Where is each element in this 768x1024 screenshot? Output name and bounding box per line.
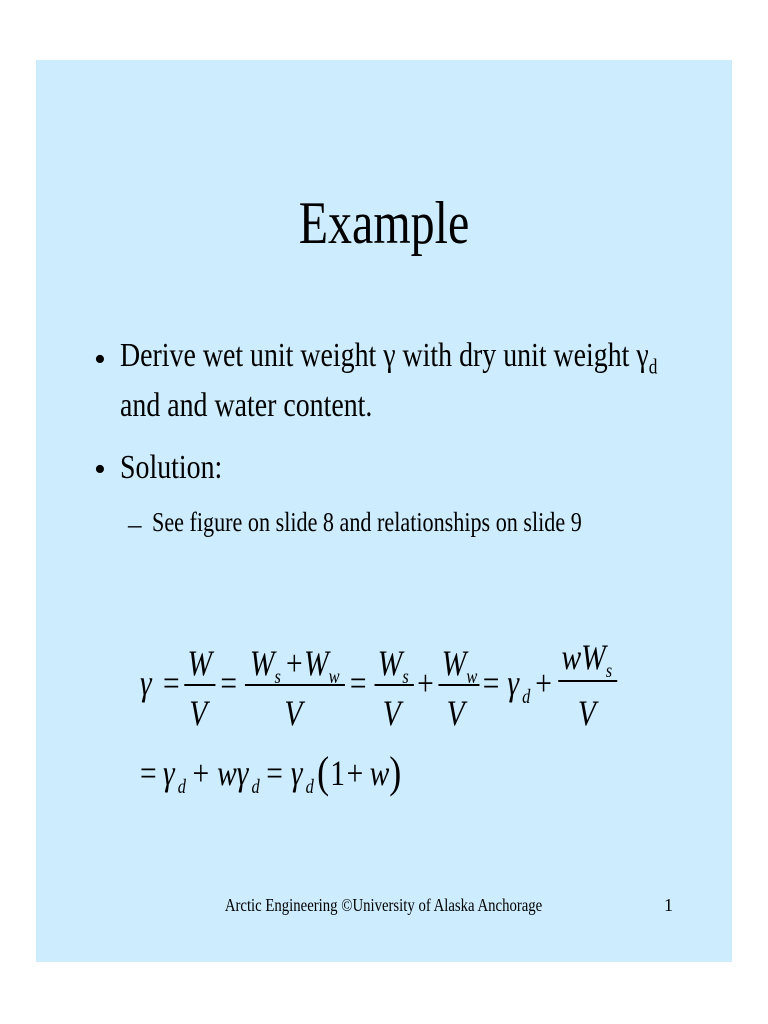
eq-frac4-num: W [441,644,467,684]
eq-plus: + [417,664,434,704]
sub-bullet-item [152,506,676,538]
bullet-item-2 [120,448,245,488]
eq-frac5-num-sub: s [605,659,613,682]
page-number: 1 [664,895,673,915]
sub-bullet-text: See figure on slide 8 and relationships on slide 9 [152,507,582,537]
eq-frac3-den: V [382,694,401,734]
eq-frac3-num-sub: s [402,665,409,688]
eq-gamma: γ [140,664,152,704]
eq-frac5-num-W: W [581,638,606,678]
bullet-1-line-2: and and water content. [120,387,373,425]
eq-frac5-den: V [577,694,596,734]
eq-frac2-num-b: W [304,644,329,684]
bullet-item-1 [120,336,768,426]
eq-line2-plus-2: + [346,754,364,794]
eq-line2-w: w [217,754,237,794]
eq-frac2-den: V [284,694,303,734]
eq-frac3-num: W [377,644,403,684]
eq-frac4-num-sub: w [466,665,478,688]
eq-line2-equals: = [140,754,157,794]
eq-plus: + [285,644,303,684]
eq-line2-sub-1: d [177,775,186,798]
eq-line2-gamma-d-3: γ [290,754,303,794]
eq-frac2-num-b-sub: w [328,665,340,688]
eq-gamma-d: γ [507,664,519,704]
bullet-marker: • [94,451,106,488]
bullet-1-subscript: d [648,354,658,379]
eq-line2-rparen: ) [389,747,402,797]
eq-frac2-num-a: W [249,644,275,684]
eq-frac1-den: V [189,694,208,734]
bullet-marker: • [94,341,106,378]
slide-title: Example [298,190,470,256]
eq-line2-plus-1: + [192,754,210,794]
slide-canvas [36,60,732,962]
eq-line2-sub-3: d [305,775,314,798]
eq-frac4-den: V [446,694,465,734]
eq-line2-equals-2: = [266,754,283,794]
slide-footer [36,894,732,916]
eq-gamma-d-sub: d [522,685,531,708]
bullet-1-text: Derive wet unit weight γ with dry unit weight γ [120,337,649,374]
eq-equals: = [220,664,238,704]
equation-gamma-derivation [140,625,620,815]
eq-equals: = [349,664,367,704]
eq-frac5-num-w: w [561,638,582,678]
eq-line2-gamma-d-2: γ [236,754,249,794]
eq-equals: = [482,664,500,704]
eq-equals: = [162,664,180,704]
bullet-1-line-1 [120,336,657,386]
eq-frac2-num-a-sub: s [274,665,281,688]
eq-line2-gamma-d-1: γ [162,754,175,794]
eq-line2-lparen: ( [317,747,330,797]
eq-line2-w-2: w [369,754,390,794]
sub-bullet-marker: – [128,509,142,539]
bullet-2-text: Solution: [120,449,223,486]
eq-plus: + [535,664,552,704]
eq-frac1-num: W [187,644,213,684]
eq-line2-one: 1 [330,754,345,794]
footer-text: Arctic Engineering ©University of Alaska Anchorage [225,895,543,915]
eq-line2-sub-2: d [251,775,260,798]
